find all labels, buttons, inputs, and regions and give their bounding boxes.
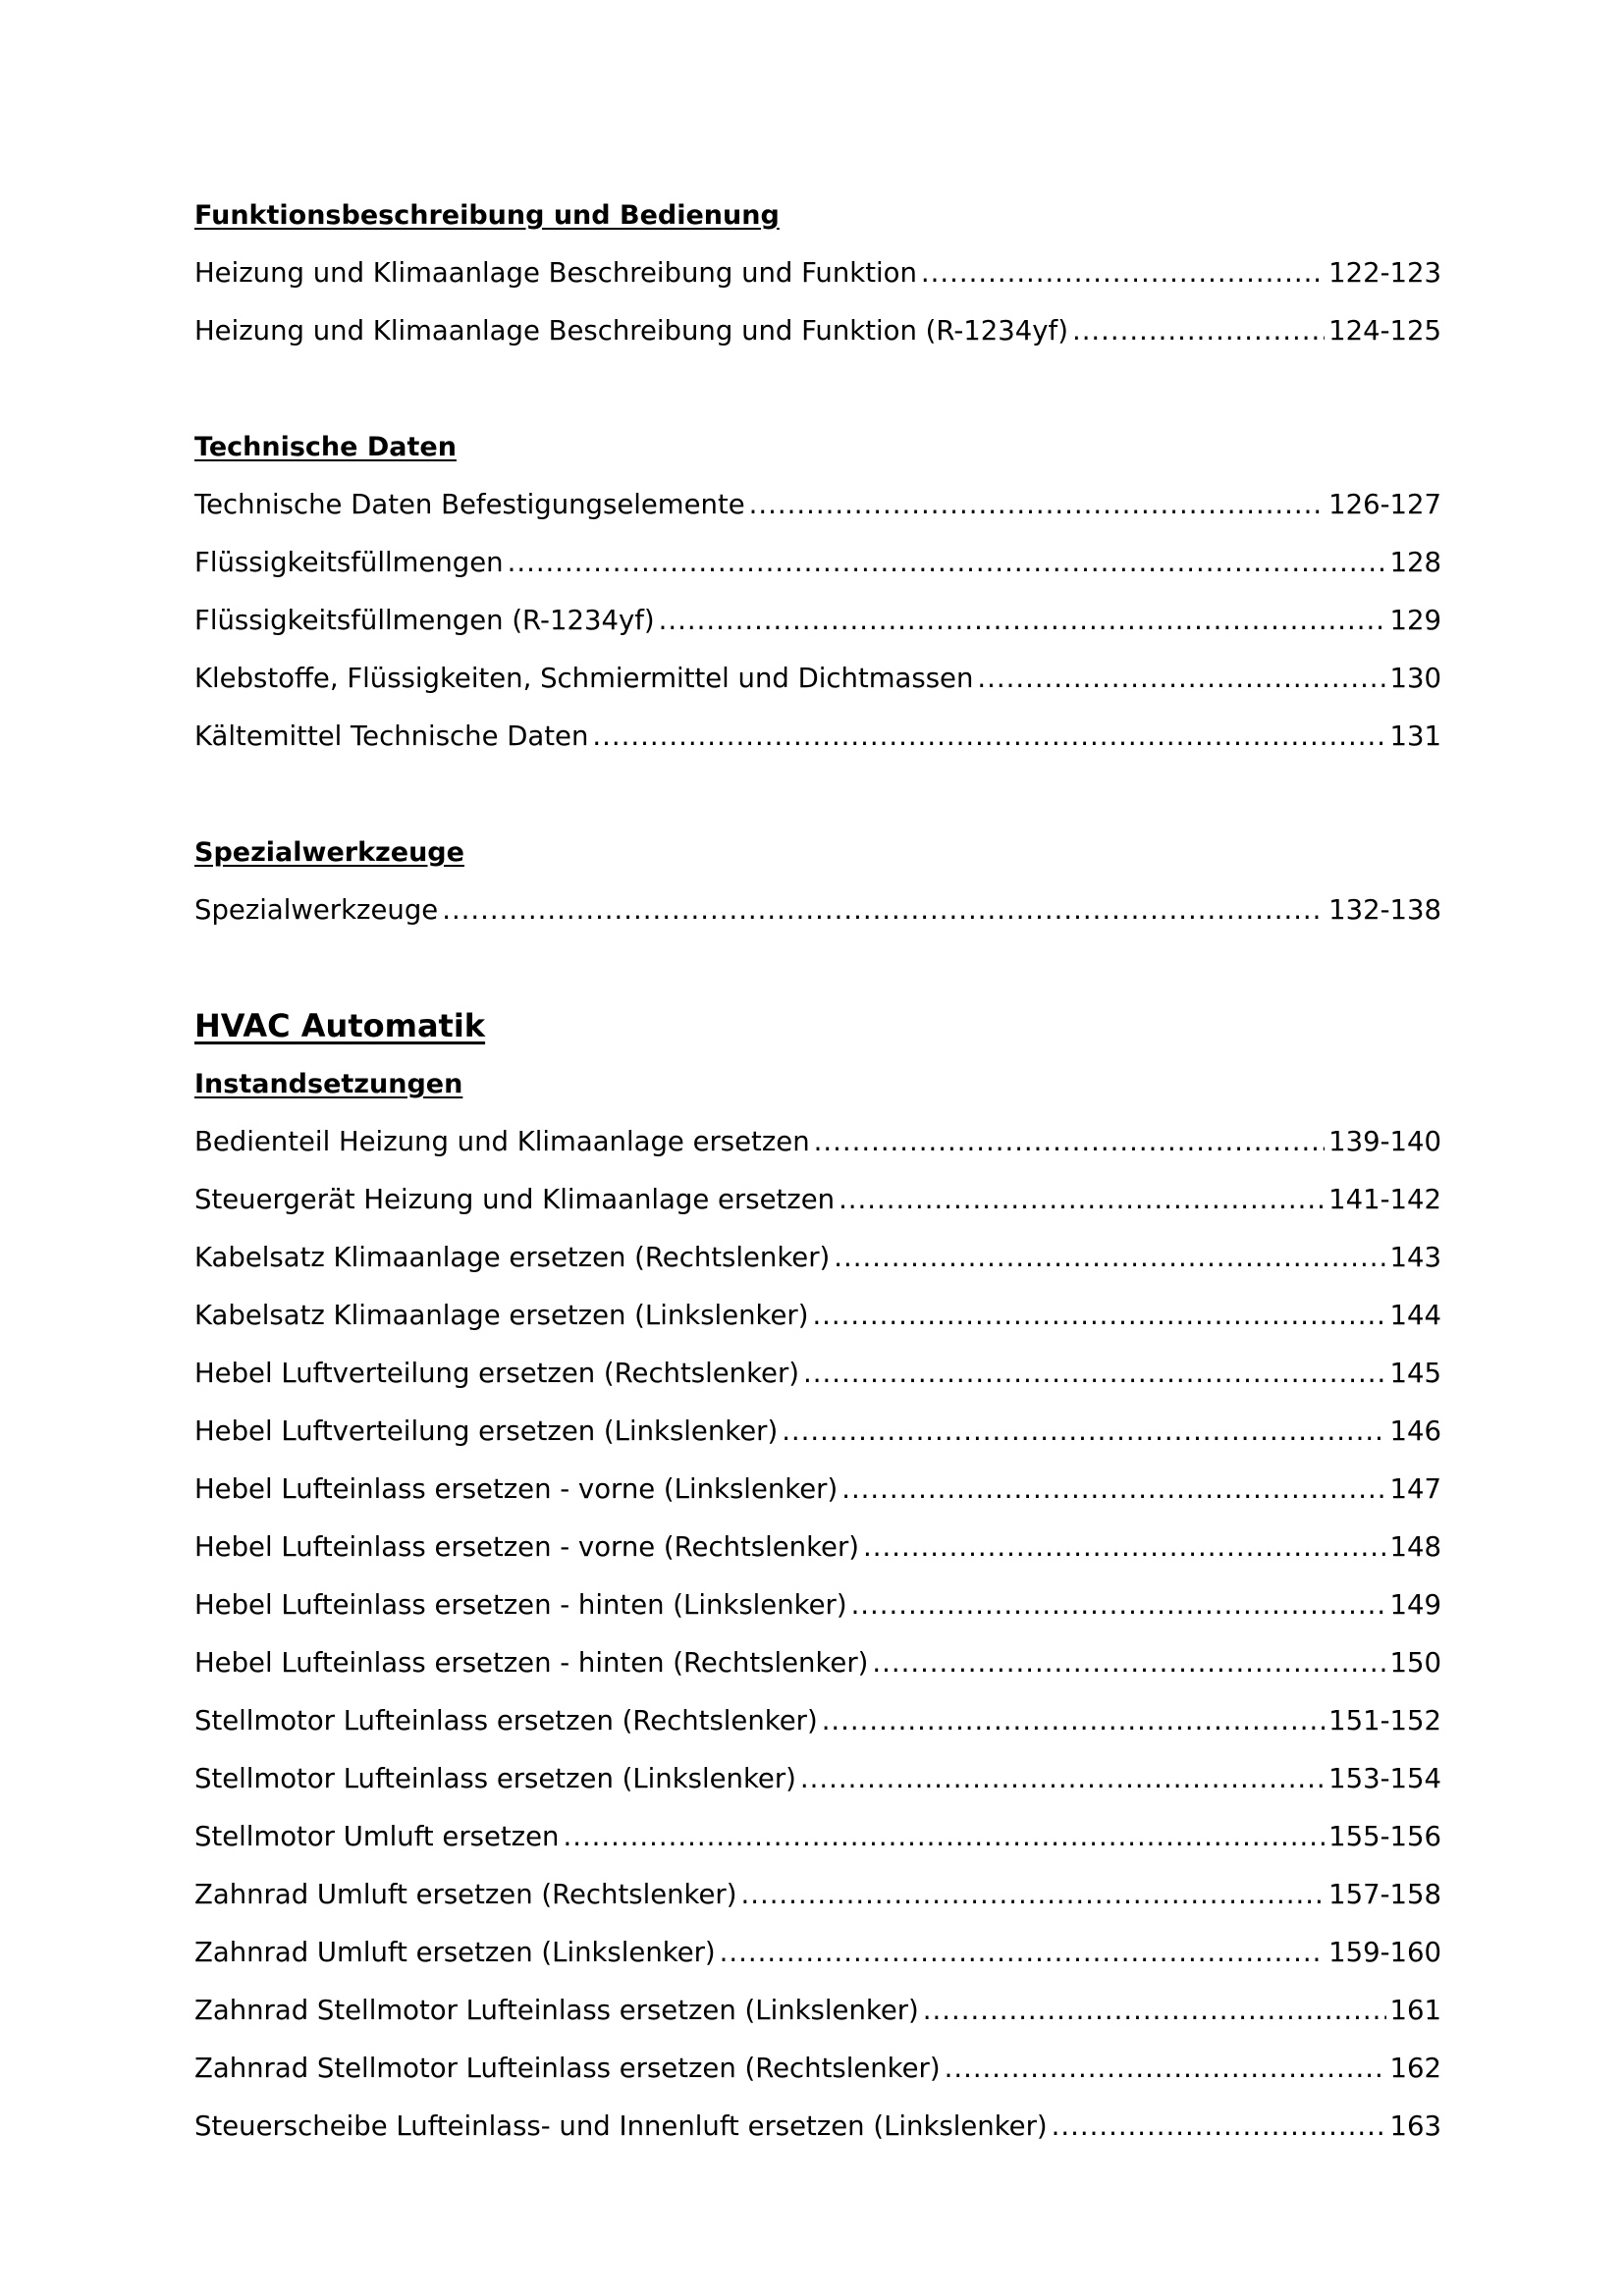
toc-entry-title: Bedienteil Heizung und Klimaanlage ersetzen xyxy=(194,1126,810,1157)
dot-leader xyxy=(921,244,1325,302)
toc-entry-page: 145 xyxy=(1389,1358,1441,1389)
toc-entry[interactable] xyxy=(194,302,1441,360)
dot-leader xyxy=(863,1519,1386,1576)
section-spacer xyxy=(194,939,1441,997)
toc-entry-title: Hebel Lufteinlass ersetzen - hinten (Linkslenker) xyxy=(194,1589,847,1621)
toc-entry[interactable] xyxy=(194,881,1441,939)
toc-entry-page: 153-154 xyxy=(1328,1763,1441,1794)
dot-leader xyxy=(800,1750,1325,1808)
dot-leader xyxy=(749,476,1325,534)
toc-entry-page: 124-125 xyxy=(1328,315,1441,347)
section-spezialwerkzeuge xyxy=(194,824,1441,939)
toc-entry-page: 139-140 xyxy=(1328,1126,1441,1157)
toc-entry[interactable] xyxy=(194,1982,1441,2040)
toc-entry[interactable] xyxy=(194,1692,1441,1750)
dot-leader xyxy=(851,1576,1386,1634)
toc-entry-title: Hebel Lufteinlass ersetzen - hinten (Rechtslenker) xyxy=(194,1647,869,1679)
section-heading: Technische Daten xyxy=(194,432,457,462)
main-heading: HVAC Automatik xyxy=(194,1007,486,1044)
toc-entry[interactable] xyxy=(194,1576,1441,1634)
toc-entry-title: Hebel Lufteinlass ersetzen - vorne (Rechtslenker) xyxy=(194,1531,859,1563)
toc-entry-page: 162 xyxy=(1389,2053,1441,2084)
toc-entry[interactable] xyxy=(194,1519,1441,1576)
dot-leader xyxy=(839,1171,1325,1229)
section-heading: Funktionsbeschreibung und Bedienung xyxy=(194,200,780,231)
toc-entry-title: Hebel Luftverteilung ersetzen (Linkslenker) xyxy=(194,1415,779,1447)
toc-entry-title: Technische Daten Befestigungselemente xyxy=(194,489,745,520)
toc-entry[interactable] xyxy=(194,1113,1441,1171)
toc-entry-title: Kabelsatz Klimaanlage ersetzen (Linkslenker) xyxy=(194,1300,809,1331)
toc-entry-page: 163 xyxy=(1389,2110,1441,2142)
dot-leader xyxy=(1072,302,1325,360)
toc-entry-page: 147 xyxy=(1389,1473,1441,1505)
section-technische-daten xyxy=(194,418,1441,766)
section-funktionsbeschreibung xyxy=(194,187,1441,360)
toc-entry-title: Stellmotor Umluft ersetzen xyxy=(194,1821,560,1852)
dot-leader xyxy=(508,534,1386,592)
toc-entry-title: Zahnrad Umluft ersetzen (Rechtslenker) xyxy=(194,1879,737,1910)
toc-entry-page: 141-142 xyxy=(1328,1184,1441,1215)
toc-entry-title: Kältemittel Technische Daten xyxy=(194,721,589,752)
toc-entry-page: 126-127 xyxy=(1328,489,1441,520)
toc-entry-page: 148 xyxy=(1389,1531,1441,1563)
dot-leader xyxy=(945,2040,1386,2098)
section-heading: Spezialwerkzeuge xyxy=(194,837,464,868)
dot-leader xyxy=(803,1345,1386,1403)
toc-entry[interactable] xyxy=(194,1461,1441,1519)
toc-entry[interactable] xyxy=(194,1750,1441,1808)
dot-leader xyxy=(720,1924,1325,1982)
toc-entry[interactable] xyxy=(194,592,1441,650)
toc-entry[interactable] xyxy=(194,1866,1441,1924)
toc-entry-page: 157-158 xyxy=(1328,1879,1441,1910)
section-spacer xyxy=(194,360,1441,418)
dot-leader xyxy=(442,881,1325,939)
toc-entry[interactable] xyxy=(194,2040,1441,2098)
toc-entry-page: 149 xyxy=(1389,1589,1441,1621)
dot-leader xyxy=(563,1808,1325,1866)
dot-leader xyxy=(814,1113,1325,1171)
toc-entry-title: Zahnrad Umluft ersetzen (Linkslenker) xyxy=(194,1937,716,1968)
toc-entry[interactable] xyxy=(194,708,1441,766)
section-heading: Instandsetzungen xyxy=(194,1069,463,1099)
toc-entry[interactable] xyxy=(194,1924,1441,1982)
toc-entry[interactable] xyxy=(194,1808,1441,1866)
toc-entry-title: Steuergerät Heizung und Klimaanlage ersetzen xyxy=(194,1184,836,1215)
toc-entry-title: Stellmotor Lufteinlass ersetzen (Rechtslenker) xyxy=(194,1705,818,1736)
dot-leader xyxy=(822,1692,1325,1750)
toc-entry-title: Stellmotor Lufteinlass ersetzen (Linkslenker) xyxy=(194,1763,796,1794)
toc-entry[interactable] xyxy=(194,1229,1441,1287)
toc-entry-page: 132-138 xyxy=(1328,894,1441,926)
toc-entry-title: Hebel Lufteinlass ersetzen - vorne (Linkslenker) xyxy=(194,1473,839,1505)
dot-leader xyxy=(923,1982,1386,2040)
toc-entry[interactable] xyxy=(194,2098,1441,2156)
toc-entry-title: Heizung und Klimaanlage Beschreibung und Funktion xyxy=(194,257,917,289)
table-of-contents xyxy=(194,187,1441,2156)
toc-entry[interactable] xyxy=(194,1403,1441,1461)
dot-leader xyxy=(592,708,1385,766)
hvac-entry-list xyxy=(194,1113,1441,2156)
dot-leader xyxy=(977,650,1385,708)
toc-entry-page: 146 xyxy=(1389,1415,1441,1447)
dot-leader xyxy=(740,1866,1325,1924)
toc-entry[interactable] xyxy=(194,1171,1441,1229)
dot-leader xyxy=(782,1403,1385,1461)
toc-entry[interactable] xyxy=(194,1287,1441,1345)
toc-entry-title: Klebstoffe, Flüssigkeiten, Schmiermittel und Dichtmassen xyxy=(194,663,974,694)
toc-entry-title: Spezialwerkzeuge xyxy=(194,894,439,926)
toc-entry-title: Flüssigkeitsfüllmengen (R-1234yf) xyxy=(194,605,655,636)
toc-entry[interactable] xyxy=(194,476,1441,534)
toc-entry-page: 150 xyxy=(1389,1647,1441,1679)
toc-entry-title: Steuerscheibe Lufteinlass- und Innenluft ersetzen (Linkslenker) xyxy=(194,2110,1048,2142)
toc-entry-page: 155-156 xyxy=(1328,1821,1441,1852)
toc-entry-page: 143 xyxy=(1389,1242,1441,1273)
dot-leader xyxy=(812,1287,1385,1345)
toc-entry-title: Heizung und Klimaanlage Beschreibung und Funktion (R-1234yf) xyxy=(194,315,1068,347)
toc-entry-page: 128 xyxy=(1389,547,1441,578)
toc-entry-page: 151-152 xyxy=(1328,1705,1441,1736)
toc-entry-page: 144 xyxy=(1389,1300,1441,1331)
dot-leader xyxy=(872,1634,1385,1692)
section-spacer xyxy=(194,766,1441,824)
toc-entry[interactable] xyxy=(194,1345,1441,1403)
toc-entry-title: Zahnrad Stellmotor Lufteinlass ersetzen (Linkslenker) xyxy=(194,1995,919,2026)
toc-entry-page: 159-160 xyxy=(1328,1937,1441,1968)
toc-entry[interactable] xyxy=(194,650,1441,708)
toc-entry[interactable] xyxy=(194,1634,1441,1692)
dot-leader xyxy=(1052,2098,1386,2156)
toc-entry-page: 129 xyxy=(1389,605,1441,636)
toc-entry-page: 161 xyxy=(1389,1995,1441,2026)
toc-entry-page: 122-123 xyxy=(1328,257,1441,289)
toc-entry-title: Kabelsatz Klimaanlage ersetzen (Rechtslenker) xyxy=(194,1242,831,1273)
toc-entry-title: Flüssigkeitsfüllmengen xyxy=(194,547,504,578)
dot-leader xyxy=(834,1229,1385,1287)
dot-leader xyxy=(659,592,1386,650)
toc-entry-title: Hebel Luftverteilung ersetzen (Rechtslenker) xyxy=(194,1358,799,1389)
toc-entry-page: 131 xyxy=(1389,721,1441,752)
toc-entry[interactable] xyxy=(194,244,1441,302)
dot-leader xyxy=(841,1461,1385,1519)
toc-entry-title: Zahnrad Stellmotor Lufteinlass ersetzen (Rechtslenker) xyxy=(194,2053,941,2084)
toc-entry-page: 130 xyxy=(1389,663,1441,694)
toc-entry[interactable] xyxy=(194,534,1441,592)
section-hvac-automatik xyxy=(194,997,1441,2156)
